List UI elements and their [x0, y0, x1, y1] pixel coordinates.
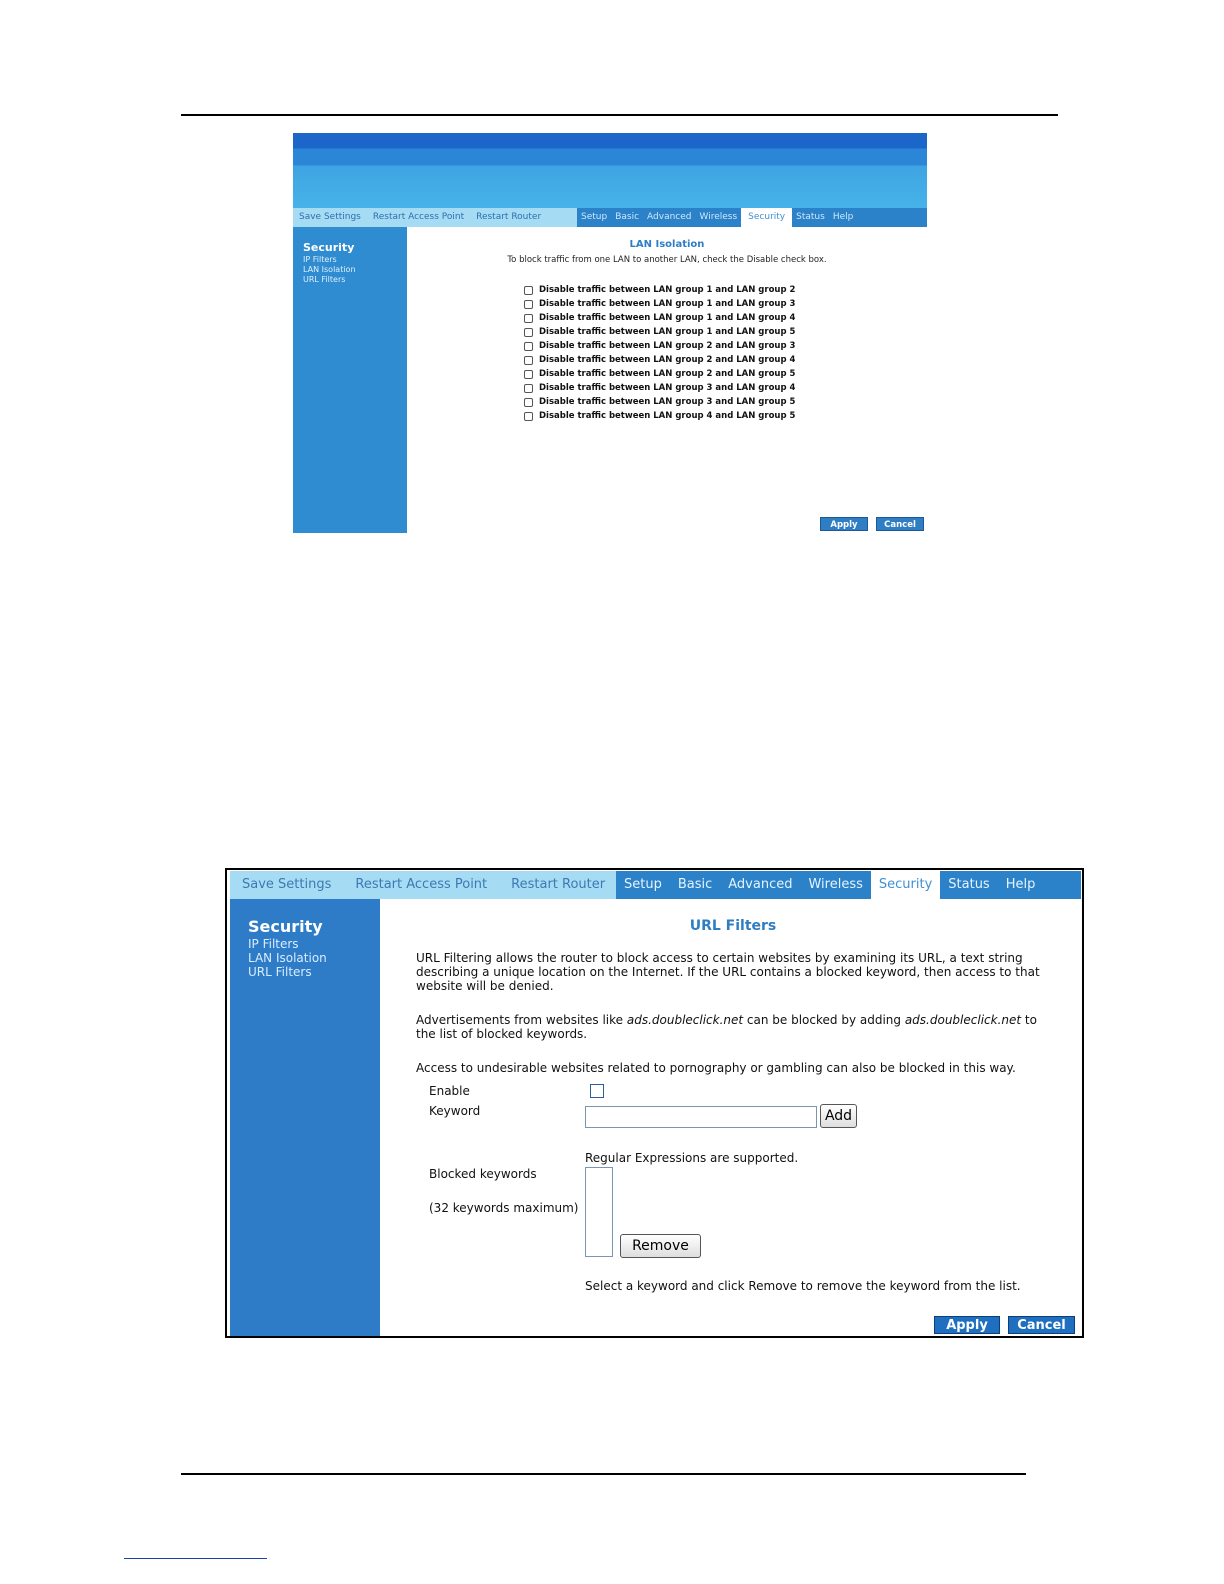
disable-checkbox[interactable] — [524, 384, 533, 393]
restart-access-point-link[interactable]: Restart Access Point — [355, 877, 488, 892]
tab-basic[interactable]: Basic — [677, 877, 713, 892]
sidebar-item-ip-filters[interactable]: IP Filters — [303, 255, 337, 264]
page-title: LAN Isolation — [629, 239, 705, 250]
tab-wireless[interactable]: Wireless — [808, 877, 863, 892]
tab-wireless[interactable]: Wireless — [699, 212, 738, 222]
option-label: Disable traffic between LAN group 1 and LAN group 3 — [539, 299, 796, 309]
lan-isolation-option — [524, 369, 795, 379]
option-label: Disable traffic between LAN group 4 and LAN group 5 — [539, 411, 796, 421]
disable-checkbox[interactable] — [524, 412, 533, 421]
sidebar-heading: Security — [303, 241, 355, 254]
lan-isolation-option — [524, 411, 795, 421]
blocked-keywords-list[interactable] — [585, 1167, 613, 1257]
option-label: Disable traffic between LAN group 2 and LAN group 5 — [539, 369, 796, 379]
lan-isolation-option — [524, 355, 795, 365]
tab-help[interactable]: Help — [832, 212, 854, 222]
restart-router-link[interactable]: Restart Router — [511, 877, 606, 892]
tab-status[interactable]: Status — [948, 877, 990, 892]
option-label: Disable traffic between LAN group 3 and LAN group 4 — [539, 383, 796, 393]
tab-advanced[interactable]: Advanced — [647, 212, 692, 222]
sidebar-item-url-filters[interactable]: URL Filters — [248, 965, 312, 979]
regex-note: Regular Expressions are supported. — [585, 1151, 799, 1165]
url-filters-screenshot — [225, 868, 1084, 1338]
max-keywords-label: (32 keywords maximum) — [429, 1201, 579, 1215]
tab-security[interactable]: Security — [741, 208, 792, 227]
apply-button[interactable]: Apply — [820, 517, 868, 531]
lan-isolation-option — [524, 397, 795, 407]
disable-checkbox[interactable] — [524, 342, 533, 351]
tab-status[interactable]: Status — [796, 212, 825, 222]
footer-link-underline — [124, 1558, 267, 1559]
ads-text: can be blocked by adding — [743, 1013, 905, 1027]
disable-checkbox[interactable] — [524, 314, 533, 323]
sidebar-item-ip-filters[interactable]: IP Filters — [248, 937, 299, 951]
add-button[interactable]: Add — [820, 1104, 857, 1128]
top-nav — [230, 871, 1081, 899]
undesirable-paragraph: Access to undesirable websites related to pornography or gambling can also be blocked in this way. — [416, 1061, 1016, 1075]
disable-checkbox[interactable] — [524, 370, 533, 379]
restart-access-point-link[interactable]: Restart Access Point — [372, 212, 465, 222]
utility-links — [230, 871, 616, 899]
tab-bar — [577, 208, 927, 227]
ads-paragraph — [416, 1013, 1056, 1041]
option-label: Disable traffic between LAN group 1 and LAN group 2 — [539, 285, 796, 295]
main-panel — [380, 899, 1081, 1336]
tab-security[interactable]: Security — [871, 871, 940, 899]
lan-isolation-option — [524, 383, 795, 393]
remove-button[interactable]: Remove — [620, 1234, 701, 1258]
top-nav — [293, 208, 927, 227]
utility-links — [293, 208, 577, 227]
ads-domain: ads.doubleclick.net — [904, 1013, 1022, 1027]
lan-isolation-option — [524, 285, 795, 295]
sidebar-item-lan-isolation[interactable]: LAN Isolation — [303, 265, 356, 274]
enable-checkbox[interactable] — [590, 1084, 604, 1098]
option-label: Disable traffic between LAN group 2 and LAN group 4 — [539, 355, 796, 365]
disable-checkbox[interactable] — [524, 356, 533, 365]
sidebar — [230, 899, 380, 1336]
lan-isolation-option — [524, 341, 795, 351]
remove-note: Select a keyword and click Remove to remove the keyword from the list. — [585, 1279, 1021, 1293]
lan-isolation-option — [524, 313, 795, 323]
lan-isolation-screenshot — [293, 133, 927, 535]
footer-rule — [181, 1473, 1026, 1475]
option-label: Disable traffic between LAN group 1 and LAN group 5 — [539, 327, 796, 337]
ads-text: to the list of blocked keywords. — [416, 1013, 1037, 1041]
lan-isolation-option — [524, 327, 795, 337]
tab-advanced[interactable]: Advanced — [728, 877, 793, 892]
disable-checkbox[interactable] — [524, 398, 533, 407]
tab-help[interactable]: Help — [1005, 877, 1036, 892]
sidebar — [293, 227, 407, 533]
ads-domain: ads.doubleclick.net — [626, 1013, 744, 1027]
sidebar-heading: Security — [248, 917, 323, 936]
header-banner — [293, 133, 927, 208]
page-description: To block traffic from one LAN to another LAN, check the Disable check box. — [507, 255, 827, 265]
page-title: URL Filters — [689, 918, 777, 934]
tab-bar — [616, 871, 1081, 899]
cancel-button[interactable]: Cancel — [1008, 1316, 1075, 1334]
disable-checkbox[interactable] — [524, 328, 533, 337]
cancel-button[interactable]: Cancel — [876, 517, 924, 531]
sidebar-item-lan-isolation[interactable]: LAN Isolation — [248, 951, 327, 965]
option-label: Disable traffic between LAN group 3 and LAN group 5 — [539, 397, 796, 407]
save-settings-link[interactable]: Save Settings — [299, 212, 361, 222]
tab-setup[interactable]: Setup — [624, 877, 662, 892]
option-label: Disable traffic between LAN group 2 and LAN group 3 — [539, 341, 796, 351]
ads-text: Advertisements from websites like — [416, 1013, 627, 1027]
save-settings-link[interactable]: Save Settings — [242, 877, 332, 892]
intro-paragraph: URL Filtering allows the router to block access to certain websites by examining its URL, a text string describing a unique location on the Internet. If the URL contains a blocked keyword, then access to that website will be denied. — [416, 951, 1040, 993]
keyword-label: Keyword — [429, 1104, 481, 1118]
disable-checkbox[interactable] — [524, 300, 533, 309]
keyword-input[interactable] — [585, 1106, 817, 1128]
option-label: Disable traffic between LAN group 1 and LAN group 4 — [539, 313, 796, 323]
tab-basic[interactable]: Basic — [615, 212, 640, 222]
apply-button[interactable]: Apply — [934, 1316, 1000, 1334]
enable-label: Enable — [429, 1084, 470, 1098]
header-rule — [181, 114, 1058, 116]
lan-isolation-option — [524, 299, 795, 309]
blocked-keywords-label: Blocked keywords — [429, 1167, 537, 1181]
restart-router-link[interactable]: Restart Router — [476, 212, 542, 222]
tab-setup[interactable]: Setup — [581, 212, 608, 222]
disable-checkbox[interactable] — [524, 286, 533, 295]
sidebar-item-url-filters[interactable]: URL Filters — [303, 275, 346, 284]
